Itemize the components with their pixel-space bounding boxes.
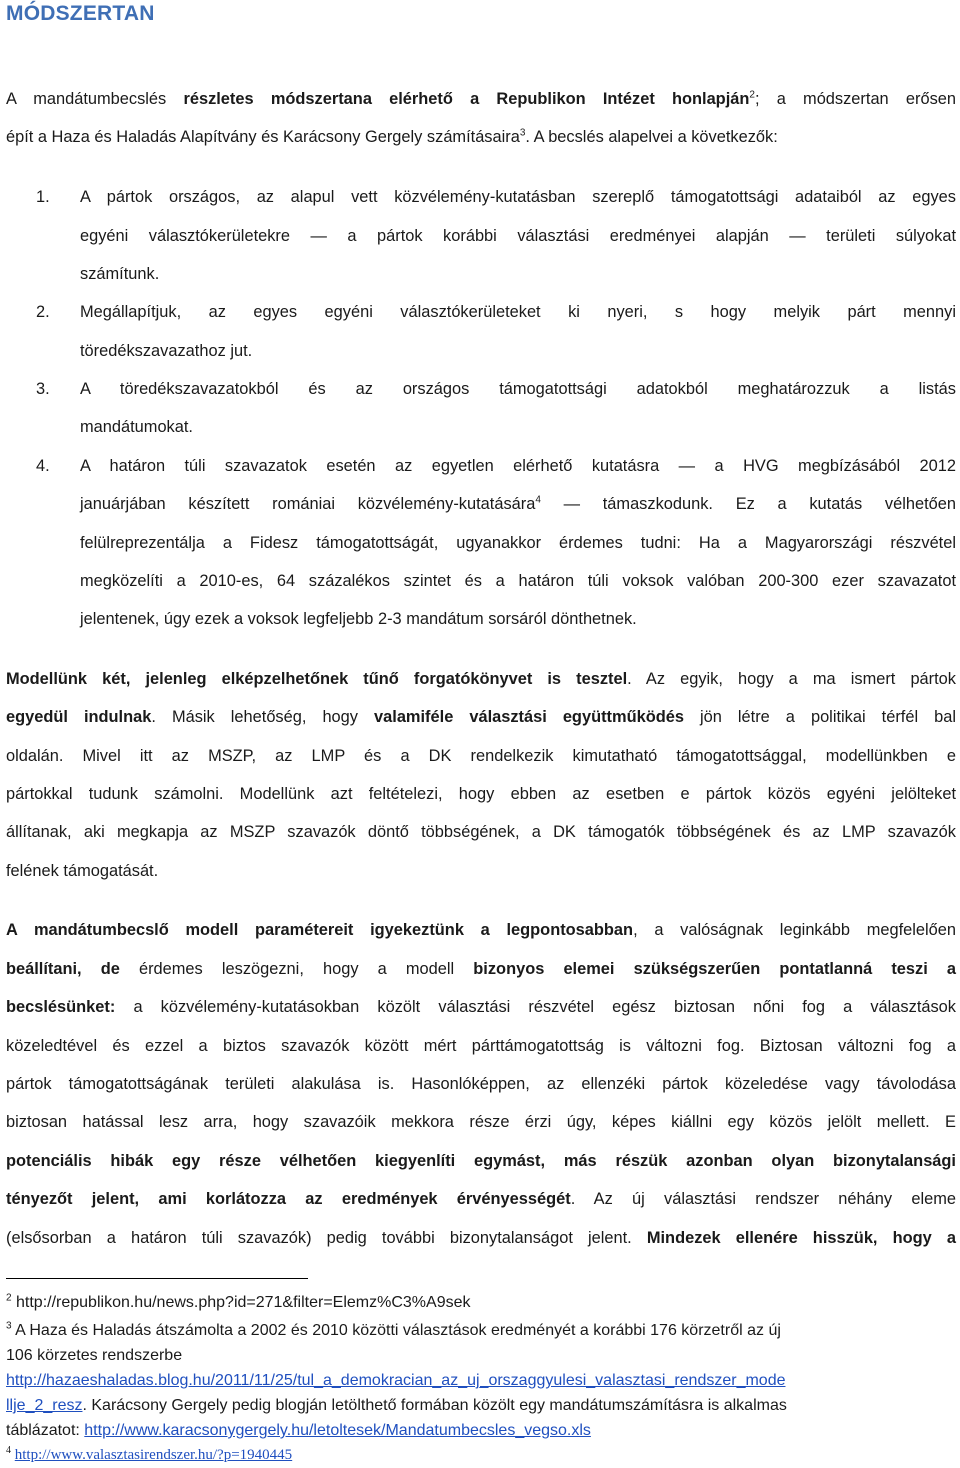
para2-line-4: pártokkal tudunk számolni. Modellünk azt feltételezi, hogy ebben az esetben e pártok közös egyéni jelölteket — [6, 785, 956, 803]
list-item-4-line-1: A határon túli szavazatok esetén az egyetlen elérhető kutatásra — a HVG megbízásából 2012 — [80, 457, 956, 475]
para3-line-2: beállítani, de érdemes leszögezni, hogy a modell bizonyos elemei szükségszerűen pontatlanná teszi a — [6, 960, 957, 978]
list-number-4: 4. — [36, 457, 50, 475]
footnote-3-link-hazaeshaladas-cont[interactable]: llje_2_resz — [6, 1397, 83, 1414]
list-item-4-line-5: jelentenek, úgy ezek a voksok legfeljebb 2-3 mandátum sorsáról dönthetnek. — [80, 610, 637, 628]
list-item-1-line-2: egyéni választókerületekre — a pártok korábbi választási eredményei alapján — területi súlyokat — [80, 227, 956, 245]
list-number-3: 3. — [36, 380, 50, 398]
list-item-4-line-2: januárjában készített romániai közvélemény-kutatására$^4$ — támaszkodunk. Ez a kutatás vélhetően — [80, 494, 957, 513]
list-number-1: 1. — [36, 188, 50, 206]
footnote-4-link[interactable]: http://www.valasztasirendszer.hu/?p=1940445 — [14, 1447, 293, 1463]
para3-line-4: közeledtével és ezzel a biztos szavazók között mért párttámogatottság is változni fog. Biztosan változni fog a — [6, 1037, 956, 1055]
list-item-4-line-4: megközelíti a 2010-es, 64 százalékos szintet és a határon túli voksok valóban 200-300 ezer szavazatot — [80, 572, 956, 590]
footnote-3-line-3 — [6, 1370, 956, 1392]
para3-line-7: potenciális hibák egy része vélhetően kiegyenlíti egymást, más részük azonban olyan bizonytalansági — [6, 1152, 956, 1170]
list-number-2: 2. — [36, 303, 50, 321]
footnote-3-line-1: $^3$ A Haza és Haladás átszámolta a 2002 és 2010 közötti választások eredményét a korábbi 176 körzetről az új — [6, 1320, 781, 1339]
footnote-3-line-4: llje_2_resz. Karácsony Gergely pedig blogján letölthető formában közölt egy mandátumszámításra is alkalmas — [6, 1397, 787, 1414]
para2-line-2: egyedül indulnak. Másik lehetőség, hogy valamiféle választási együttműködés jön létre a politikai térfél bal — [6, 708, 956, 726]
footnote-3-line-2: 106 körzetes rendszerbe — [6, 1347, 183, 1364]
footnote-4: $^4$ http://www.valasztasirendszer.hu/?p=1940445 — [6, 1445, 293, 1463]
para2-line-6: felének támogatását. — [6, 862, 159, 880]
list-item-4-line-3: felülreprezentálja a Fidesz támogatottságát, ugyanakkor érdemes tudni: Ha a Magyarországi részvétel — [80, 534, 956, 552]
list-item-1-line-1: A pártok országos, az alapul vett közvélemény-kutatásban szereplő támogatottsági adataiból az egyes — [80, 188, 956, 206]
footnote-ref-2[interactable]: 2 — [749, 89, 755, 101]
intro-line-2: épít a Haza és Haladás Alapítvány és Karácsony Gergely számításaira$^3$. A becslés alapelvei a következők: — [6, 127, 778, 146]
para2-line-1: Modellünk két, jelenleg elképzelhetőnek tűnő forgatókönyvet is tesztel. Az egyik, hogy a ma ismert pártok — [6, 670, 956, 688]
footnote-3-link-hazaeshaladas[interactable]: http://hazaeshaladas.blog.hu/2011/11/25/tul_a_demokracian_az_uj_orszaggyulesi_valasztasi_rendszer_mode — [6, 1372, 786, 1389]
para2-line-3: oldalán. Mivel itt az MSZP, az LMP és a DK rendelkezik kimutatható támogatottsággal, modellünkben e — [6, 747, 956, 765]
para3-line-3: becslésünket: a közvélemény-kutatásokban közölt választási részvétel egész biztosan nőni fog a választások — [6, 998, 956, 1016]
intro-line-1: A mandátumbecslés részletes módszertana elérhető a Republikon Intézet honlapján$^2$; a módszertan erősen — [6, 89, 956, 108]
intro-bold: részletes módszertana elérhető a Republikon Intézet honlapján — [183, 90, 750, 108]
footnote-ref-3[interactable]: 3 — [519, 127, 526, 139]
footnote-separator — [6, 1278, 308, 1279]
footnote-2: $^2$ http://republikon.hu/news.php?id=271&filter=Elemz%C3%A9sek — [6, 1292, 471, 1311]
list-item-3-line-2: mandátumokat. — [80, 418, 193, 436]
para3-line-5: pártok támogatottságának területi alakulása is. Hasonlóképpen, az ellenzéki pártok közeledése vagy távolodása — [6, 1075, 956, 1093]
list-item-3-line-1: A töredékszavazatokból és az országos támogatottsági adatokból meghatározzuk a listás — [80, 380, 956, 398]
list-item-1-line-3: számítunk. — [80, 265, 160, 283]
para3-line-1: A mandátumbecslő modell paramétereit igyekeztünk a legpontosabban, a valóságnak leginkább megfelelően — [6, 921, 956, 939]
list-item-2-line-1: Megállapítjuk, az egyes egyéni választókerületeket ki nyeri, s hogy melyik párt mennyi — [80, 303, 956, 321]
para3-line-8: tényezőt jelent, ami korlátozza az eredmények érvényességét. Az új választási rendszer néhány eleme — [6, 1190, 956, 1208]
para3-line-9: (elsősorban a határon túli szavazók) pedig további bizonytalanságot jelent. Mindezek ellenére hisszük, hogy a — [6, 1229, 956, 1247]
list-item-2-line-2: töredékszavazathoz jut. — [80, 342, 253, 360]
para2-line-5: állítanak, aki megkapja az MSZP szavazók döntő többségének, a DK támogatók többségének és az LMP szavazók — [6, 823, 956, 841]
footnote-ref-4[interactable]: 4 — [535, 494, 541, 506]
section-heading: MÓDSZERTAN — [6, 2, 155, 25]
para3-line-6: biztosan hatással lesz arra, hogy szavazóik mekkora része érzi úgy, képes kiállni egy közös jelölt mellett. E — [6, 1113, 956, 1131]
footnote-3-line-5: táblázatot: http://www.karacsonygergely.hu/letoltesek/Mandatumbecsles_vegso.xls — [6, 1422, 591, 1439]
footnote-3-link-karacsony[interactable]: http://www.karacsonygergely.hu/letoltesek/Mandatumbecsles_vegso.xls — [84, 1422, 591, 1439]
